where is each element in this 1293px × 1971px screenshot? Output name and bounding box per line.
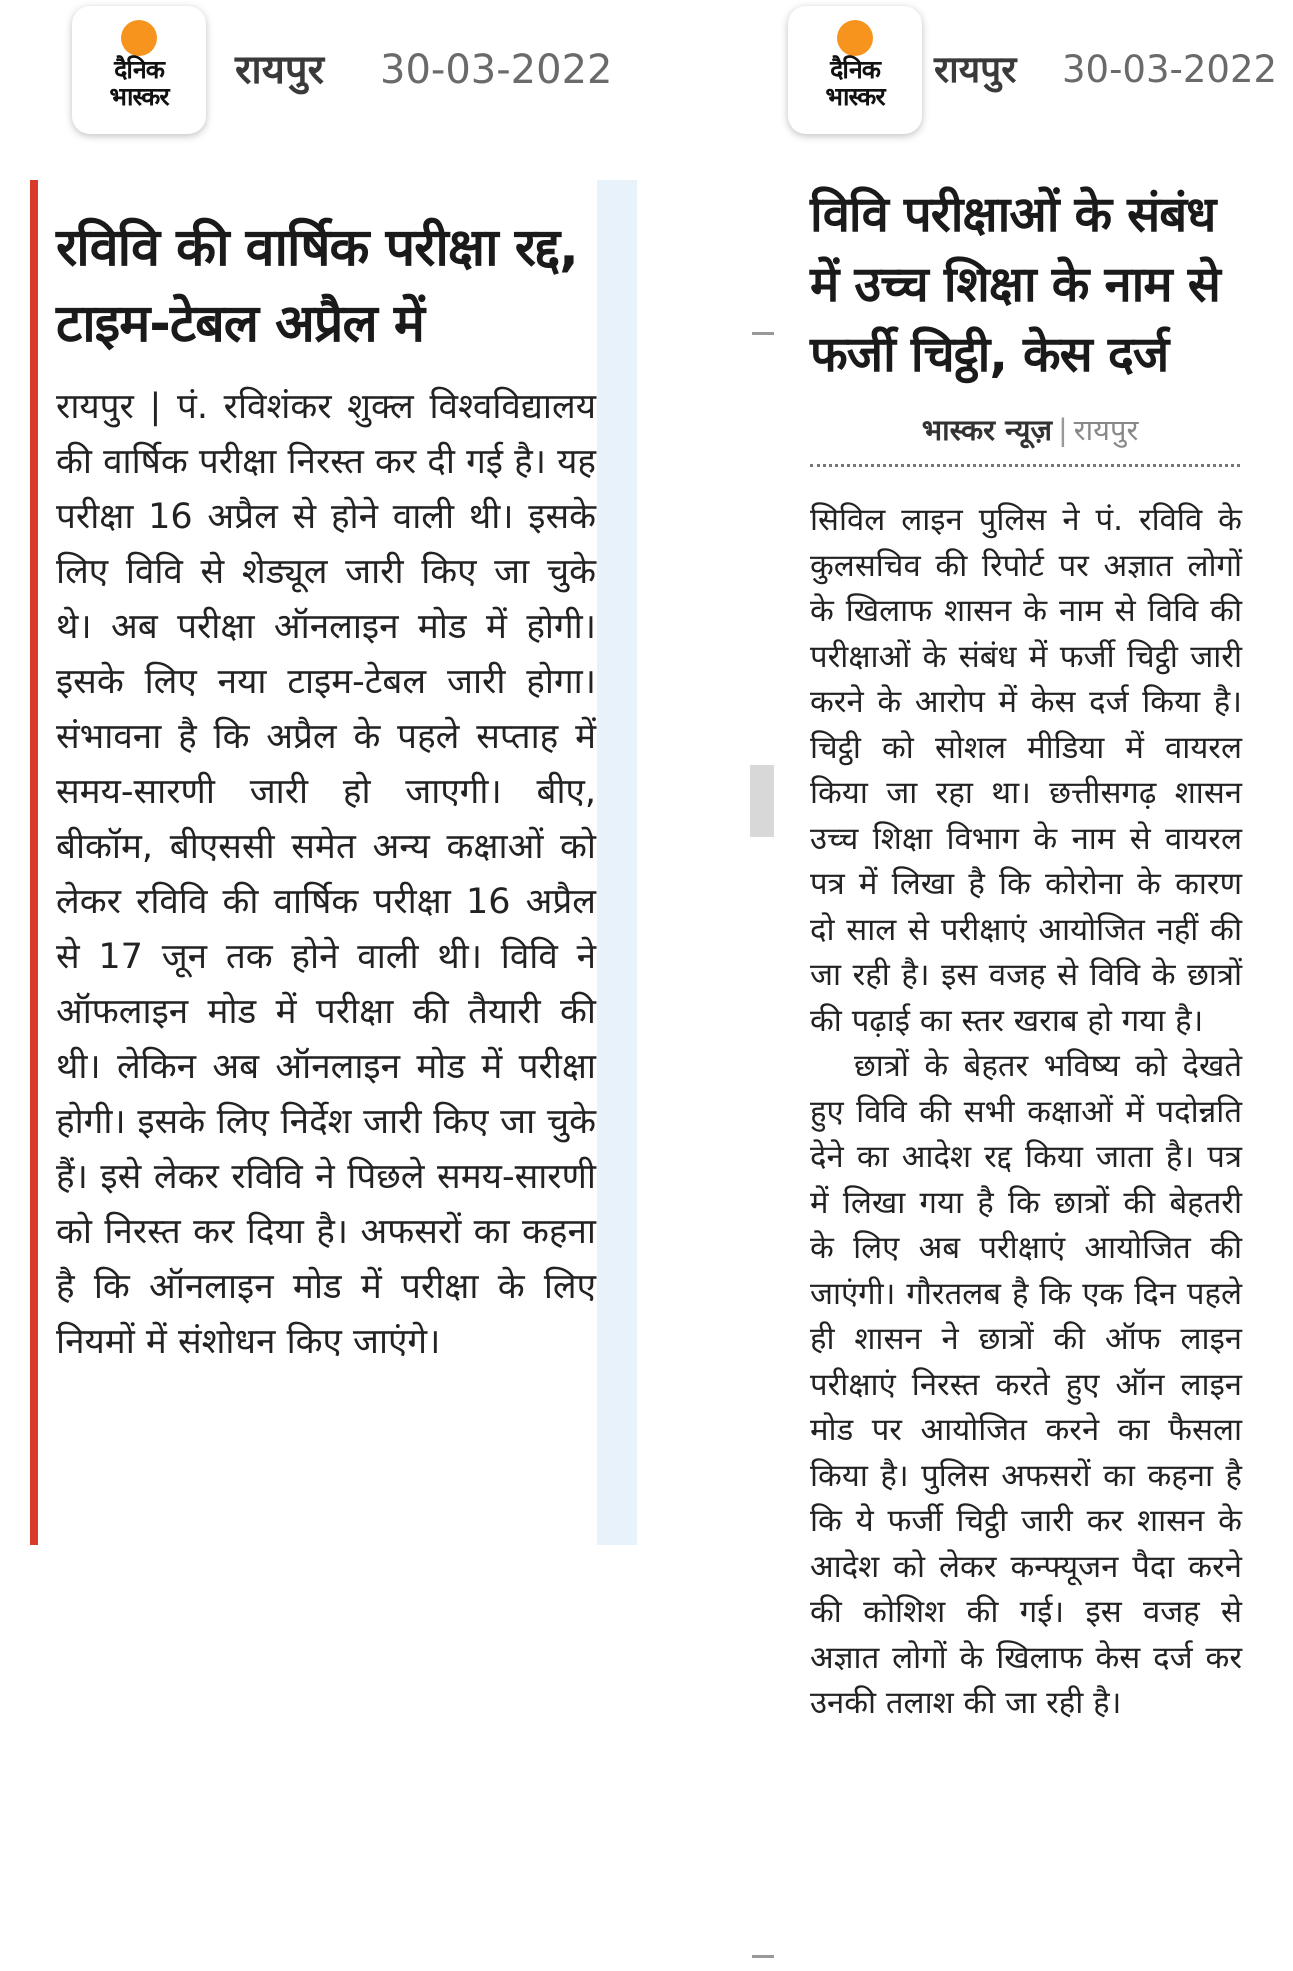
header-date-left: 30-03-2022 <box>380 47 613 93</box>
article-right-paragraph: छात्रों के बेहतर भविष्य को देखते हुए विवि की सभी कक्षाओं में पदोन्नति देने का आदेश रद्द किया जाता है। पत्र में लिखा गया है कि छात्रों की बेहतरी के लिए अब परीक्षाएं आयोजित की जाएंगी। गौरतलब है कि एक दिन पहले ही शासन ने छात्रों की ऑफ लाइन परीक्षाएं निरस्त करते हुए ऑन लाइन मोड पर आयोजित करने का फैसला किया है। पुलिस अफसरों का कहना है कि ये फर्जी चिट्ठी जारी कर शासन के आदेश को लेकर कन्फ्यूजन पैदा करने की कोशिश की गई। इस वजह से अज्ञात लोगों के खिलाफ केस दर्ज कर उनकी तलाश की जा रही है। <box>810 1048 1242 1721</box>
dainik-bhaskar-logo-left <box>72 6 206 134</box>
dainik-bhaskar-logo-right <box>788 6 922 134</box>
article-right-body <box>810 498 1242 1727</box>
article-right-headline: विवि परीक्षाओं के संबंध में उच्च शिक्षा के नाम से फर्जी चिट्ठी, केस दर्ज <box>810 186 1220 383</box>
scan-mark <box>750 765 774 837</box>
byline-source: भास्कर न्यूज़ <box>921 413 1052 447</box>
byline-separator: | <box>1058 413 1068 447</box>
article-left-body: रायपुर | पं. रविशंकर शुक्ल विश्वविद्यालय की वार्षिक परीक्षा निरस्त कर दी गई है। यह परीक्षा 16 अप्रैल से होने वाली थी। इसके लिए विवि से शेड्यूल जारी किए जा चुके थे। अब परीक्षा ऑनलाइन मोड में होगी। इसके लिए नया टाइम-टेबल जारी होगा। संभावना है कि अप्रैल के पहले सप्ताह में समय-सारणी जारी हो जाएगी। बीए, बीकॉम, बीएससी समेत अन्य कक्षाओं को लेकर रविवि की वार्षिक परीक्षा 16 अप्रैल से 17 जून तक होने वाली थी। विवि ने ऑफलाइन मोड में परीक्षा की तैयारी की थी। लेकिन अब ऑनलाइन मोड में परीक्षा होगी। इसके लिए निर्देश जारी किए जा चुके हैं। इसे लेकर रविवि ने पिछले समय-सारणी को निरस्त कर दिया है। अफसरों का कहना है कि ऑनलाइन मोड में परीक्षा के लिए नियमों में संशोधन किए जाएंगे। <box>56 387 596 1362</box>
header-city-left: रायपुर <box>235 47 324 93</box>
dotted-divider <box>810 464 1240 467</box>
scan-mark <box>752 1955 774 1958</box>
side-strip <box>597 180 637 1545</box>
logo-text-line1: दैनिक <box>114 55 164 84</box>
article-left-panel <box>30 180 637 1545</box>
sun-icon <box>837 20 873 56</box>
scan-mark <box>752 332 774 335</box>
article-right-paragraph: सिविल लाइन पुलिस ने पं. रविवि के कुलसचिव की रिपोर्ट पर अज्ञात लोगों के खिलाफ शासन के नाम से विवि की परीक्षाओं के संबंध में फर्जी चिट्ठी जारी करने के आरोप में केस दर्ज किया है। चिट्ठी को सोशल मीडिया में वायरल किया जा रहा था। छत्तीसगढ़ शासन उच्च शिक्षा विभाग के नाम से वायरल पत्र में लिखा है कि कोरोना के कारण दो साल से परीक्षाएं आयोजित नहीं की जा रही है। इस वजह से विवि के छात्रों की पढ़ाई का स्तर खराब हो गया है। <box>810 502 1242 1039</box>
article-right-byline <box>810 410 1250 450</box>
article-left-headline: रविवि की वार्षिक परीक्षा रद्द, टाइम-टेबल अप्रैल में <box>56 218 578 354</box>
byline-place: रायपुर <box>1073 413 1139 447</box>
header-date-right: 30-03-2022 <box>1062 48 1278 91</box>
logo-text-line2: भास्कर <box>825 82 885 111</box>
logo-text-line1: दैनिक <box>830 55 880 84</box>
header-city-right: रायपुर <box>934 48 1017 91</box>
logo-text-line2: भास्कर <box>109 82 169 111</box>
sun-icon <box>121 20 157 56</box>
accent-bar <box>30 180 38 1545</box>
